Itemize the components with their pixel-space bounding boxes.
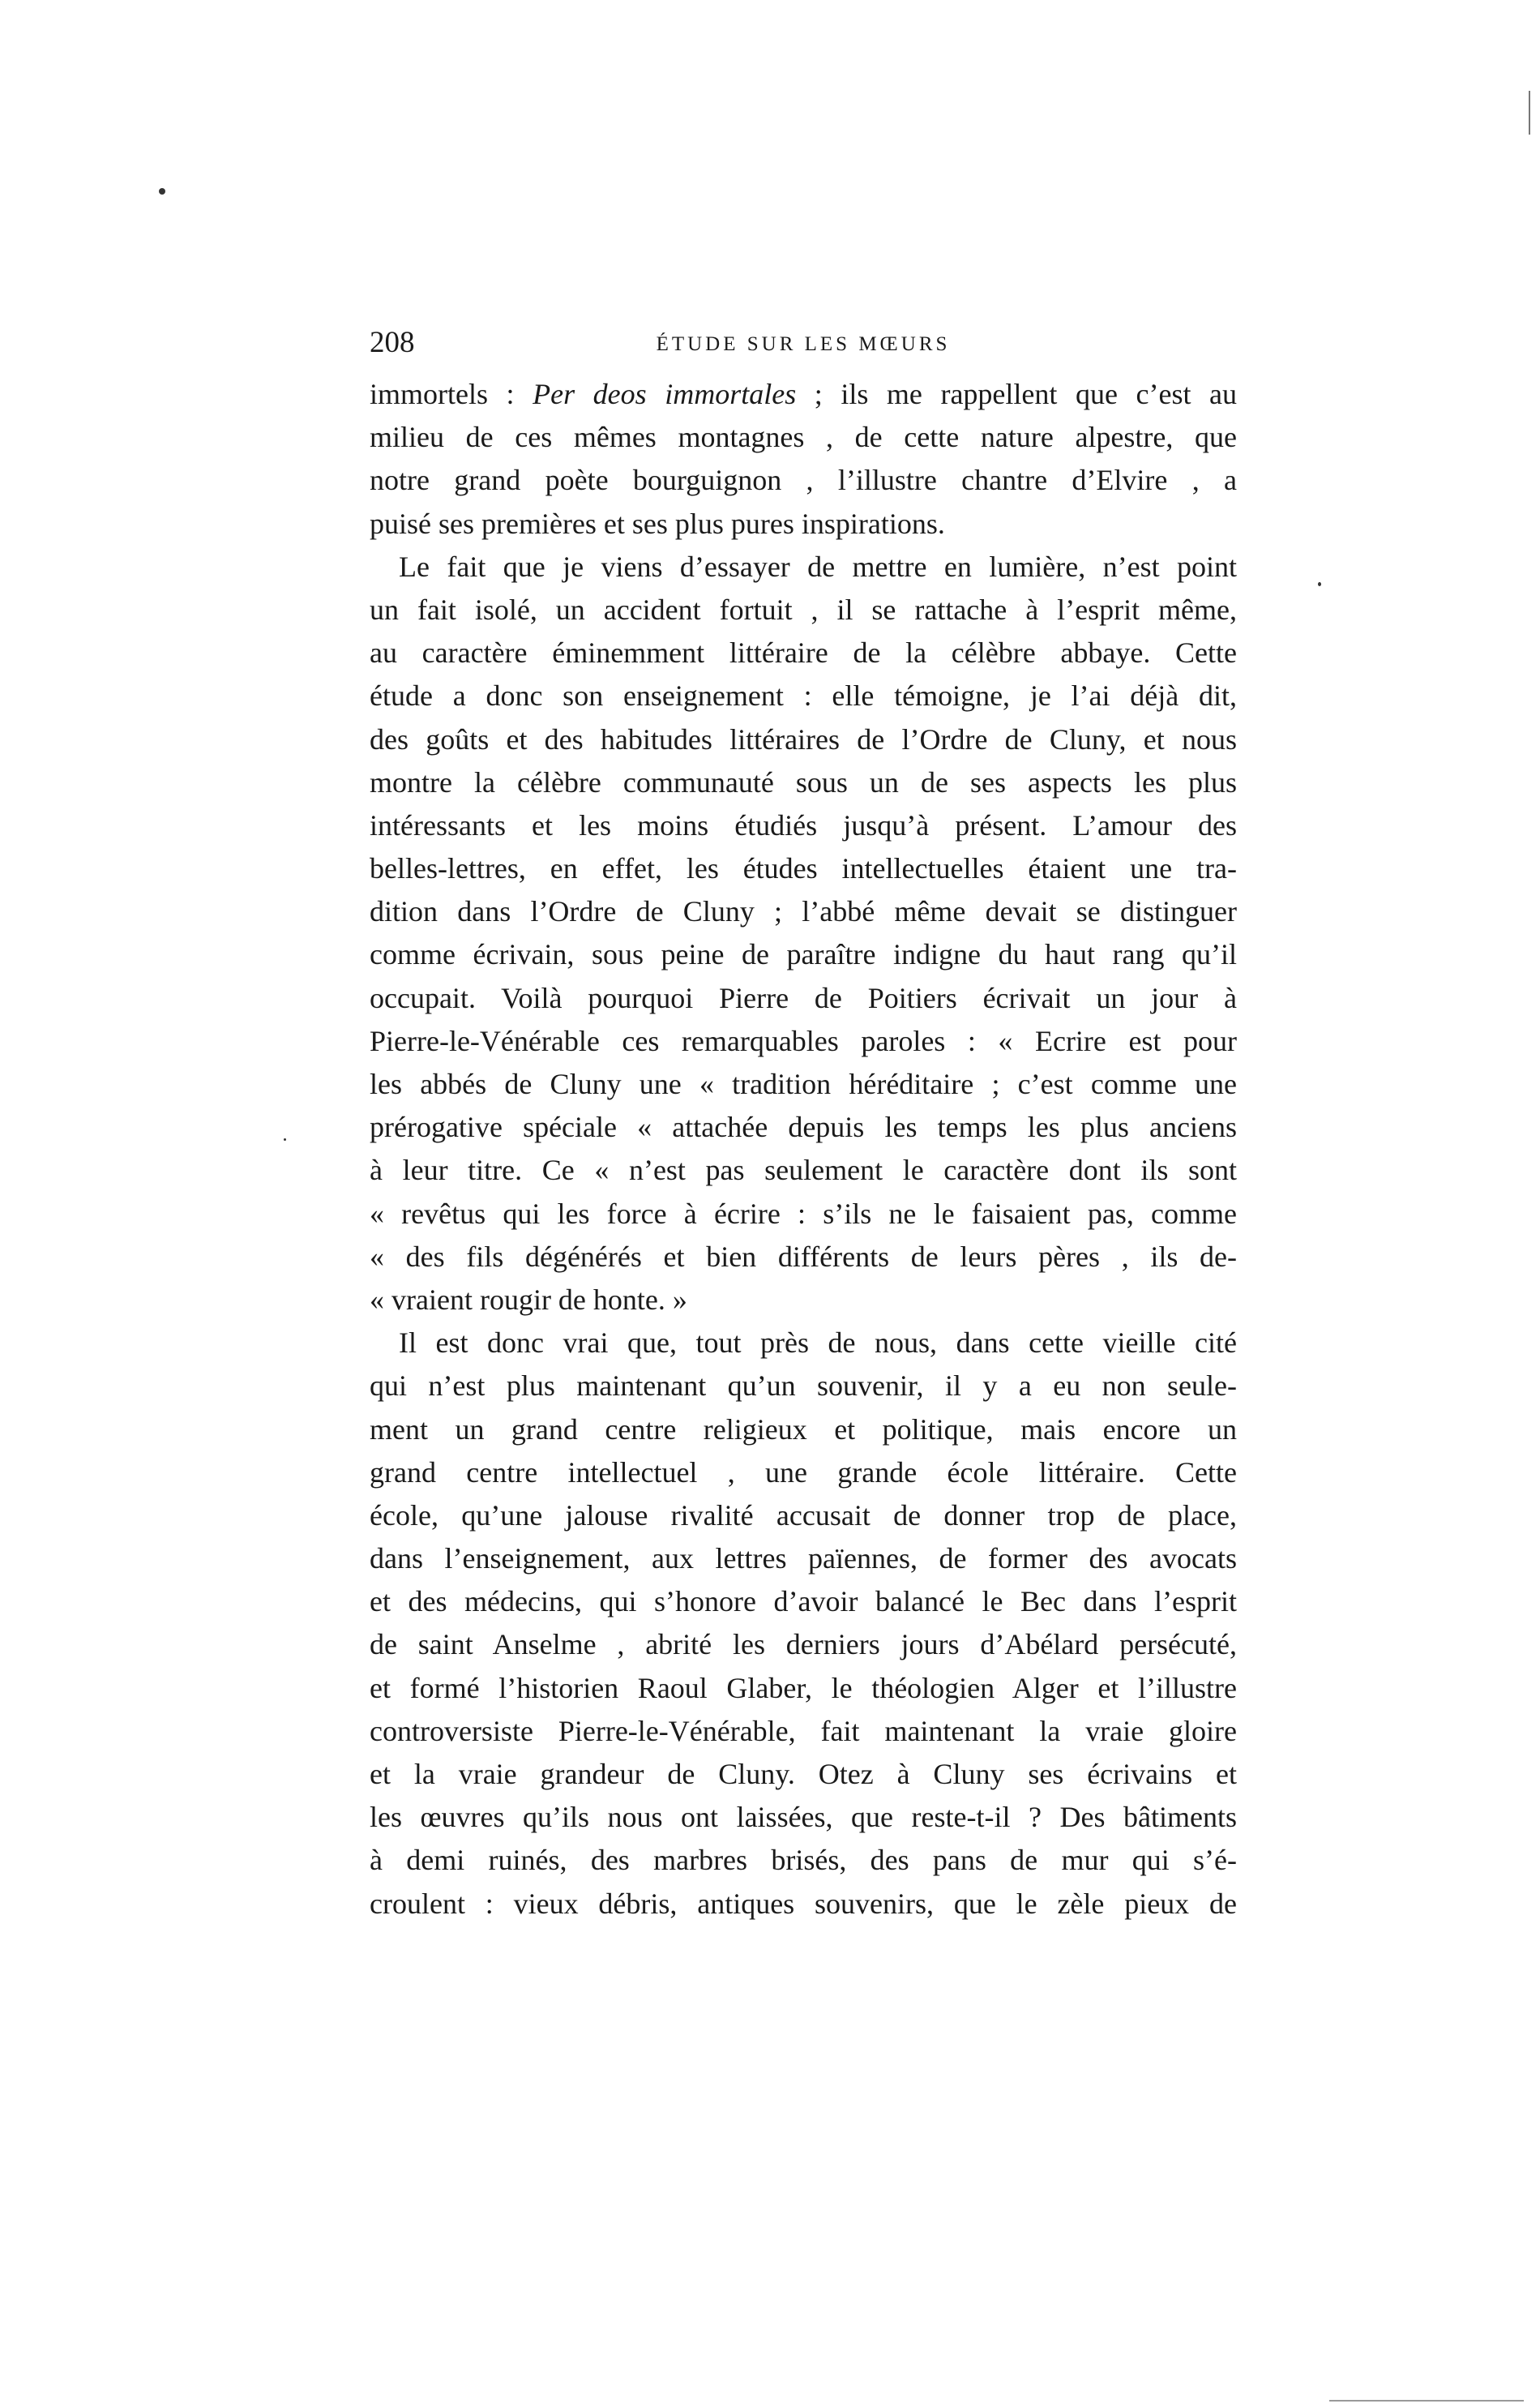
- text-line: des goûts et des habitudes littéraires de l’Ordre de Cluny, et nous: [370, 722, 1237, 756]
- text-line: ment un grand centre religieux et politique, mais encore un: [370, 1412, 1237, 1446]
- text-line: Il est donc vrai que, tout près de nous, dans cette vieille cité: [399, 1326, 1237, 1360]
- text-line: de saint Anselme , abrité les derniers jours d’Abélard persécuté,: [370, 1628, 1237, 1661]
- ink-speck: [284, 1138, 286, 1141]
- body-text: [370, 373, 1237, 1926]
- text-line: comme écrivain, sous peine de paraître indigne du haut rang qu’il: [370, 938, 1237, 971]
- text-line: controversiste Pierre-le-Vénérable, fait maintenant la vraie gloire: [370, 1714, 1237, 1747]
- text-line: les œuvres qu’ils nous ont laissées, que reste-t-il ? Des bâtiments: [370, 1801, 1237, 1834]
- running-title: ÉTUDE SUR LES MŒURS: [656, 333, 951, 355]
- text-line: un fait isolé, un accident fortuit , il se rattache à l’esprit même,: [370, 593, 1237, 626]
- text-line: à demi ruinés, des marbres brisés, des pans de mur qui s’é-: [370, 1844, 1237, 1877]
- text-line: dition dans l’Ordre de Cluny ; l’abbé même devait se distinguer: [370, 895, 1237, 928]
- text-line: et des médecins, qui s’honore d’avoir balancé le Bec dans l’esprit: [370, 1585, 1237, 1618]
- text-line: Le fait que je viens d’essayer de mettre en lumière, n’est point: [399, 550, 1237, 583]
- text-line: les abbés de Cluny une « tradition héréditaire ; c’est comme une: [370, 1068, 1237, 1100]
- footer-rule: [1329, 2400, 1524, 2402]
- text-line: école, qu’une jalouse rivalité accusait de donner trop de place,: [370, 1498, 1237, 1532]
- text-line: intéressants et les moins étudiés jusqu’à présent. L’amour des: [370, 808, 1237, 842]
- text-line: grand centre intellectuel , une grande école littéraire. Cette: [370, 1455, 1237, 1489]
- ink-speck: [159, 188, 165, 195]
- text-line: et formé l’historien Raoul Glaber, le théologien Alger et l’illustre: [370, 1671, 1237, 1704]
- text-line: « vraient rougir de honte. »: [370, 1283, 687, 1316]
- text-line: au caractère éminemment littéraire de la célèbre abbaye. Cette: [370, 636, 1237, 670]
- ink-speck: [1318, 582, 1321, 586]
- text-line: « revêtus qui les force à écrire : s’ils ne le faisaient pas, comme: [370, 1197, 1237, 1230]
- text-line: dans l’enseignement, aux lettres païennes, de former des avocats: [370, 1542, 1237, 1575]
- text-line: montre la célèbre communauté sous un de ses aspects les plus: [370, 765, 1237, 799]
- text-line: milieu de ces mêmes montagnes , de cette nature alpestre, que: [370, 421, 1237, 454]
- text-line: belles-lettres, en effet, les études intellectuelles étaient une tra-: [370, 852, 1237, 885]
- text-line: immortels : Per deos immortales ; ils me rappellent que c’est au: [370, 378, 1237, 410]
- text-line: et la vraie grandeur de Cluny. Otez à Cluny ses écrivains et: [370, 1758, 1237, 1790]
- page-number: 208: [370, 326, 415, 359]
- text-line: puisé ses premières et ses plus pures inspirations.: [370, 507, 945, 540]
- page-edge-mark: [1529, 91, 1530, 135]
- text-line: étude a donc son enseignement : elle témoigne, je l’ai déjà dit,: [370, 679, 1237, 713]
- text-line: notre grand poète bourguignon , l’illustre chantre d’Elvire , a: [370, 464, 1237, 497]
- text-line: « des fils dégénérés et bien différents de leurs pères , ils de-: [370, 1240, 1237, 1273]
- text-line: prérogative spéciale « attachée depuis les temps les plus anciens: [370, 1111, 1237, 1144]
- running-header: [370, 323, 1237, 363]
- text-line: à leur titre. Ce « n’est pas seulement le caractère dont ils sont: [370, 1154, 1237, 1187]
- text-line: Pierre-le-Vénérable ces remarquables paroles : « Ecrire est pour: [370, 1024, 1237, 1057]
- text-line: qui n’est plus maintenant qu’un souvenir, il y a eu non seule-: [370, 1369, 1237, 1403]
- text-line: croulent : vieux débris, antiques souvenirs, que le zèle pieux de: [370, 1887, 1237, 1920]
- text-line: occupait. Voilà pourquoi Pierre de Poitiers écrivait un jour à: [370, 981, 1237, 1014]
